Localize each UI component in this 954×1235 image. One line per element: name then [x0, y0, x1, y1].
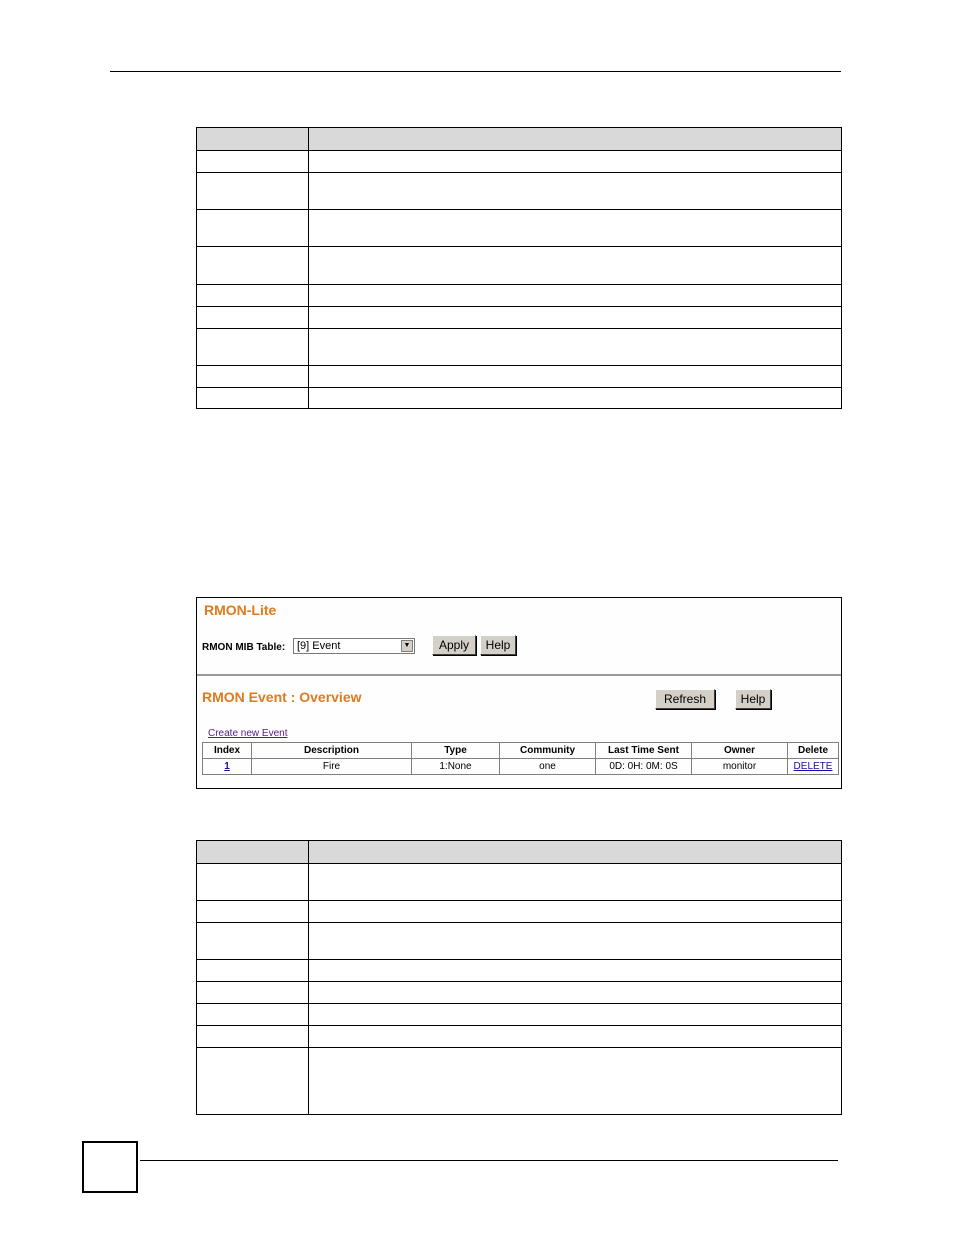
community-cell: one	[500, 759, 596, 775]
table-row	[197, 1004, 842, 1026]
section-divider	[197, 674, 841, 676]
table-row	[197, 901, 842, 923]
column-header: Type	[412, 743, 500, 759]
create-new-event-link[interactable]: Create new Event	[208, 728, 288, 739]
page-number-box	[82, 1141, 138, 1193]
table-row	[197, 210, 842, 247]
overview-title: RMON Event : Overview	[202, 689, 362, 705]
table-row	[197, 366, 842, 388]
table-row	[197, 307, 842, 329]
page-title: RMON-Lite	[204, 602, 277, 618]
field-description-table-1	[196, 127, 842, 409]
table-row	[197, 1048, 842, 1115]
table-header-row	[197, 841, 842, 864]
type-cell: 1:None	[412, 759, 500, 775]
table-row	[197, 388, 842, 409]
index-link[interactable]: 1	[224, 761, 230, 772]
table-row	[197, 923, 842, 960]
owner-cell: monitor	[692, 759, 788, 775]
table-row	[197, 960, 842, 982]
table-row	[197, 982, 842, 1004]
column-header: Description	[252, 743, 412, 759]
header-rule	[110, 71, 841, 72]
column-header: Owner	[692, 743, 788, 759]
delete-link[interactable]: DELETE	[793, 761, 833, 772]
rmon-event-screenshot	[196, 597, 842, 789]
table-row	[197, 285, 842, 307]
help-button[interactable]: Help	[480, 635, 516, 655]
column-header: Community	[500, 743, 596, 759]
mib-table-select[interactable]	[293, 638, 415, 654]
refresh-button[interactable]: Refresh	[655, 689, 715, 709]
table-row	[197, 864, 842, 901]
help-button-2[interactable]: Help	[735, 689, 771, 709]
footer-rule	[140, 1160, 838, 1161]
table-row	[203, 759, 839, 775]
column-header: Index	[203, 743, 252, 759]
chevron-down-icon[interactable]: ▼	[401, 640, 413, 652]
mib-table-label: RMON MIB Table:	[202, 642, 286, 653]
table-row	[197, 329, 842, 366]
table-header-row	[197, 128, 842, 151]
column-header: Delete	[788, 743, 839, 759]
table-row	[197, 151, 842, 173]
event-table	[202, 742, 839, 775]
table-row	[197, 247, 842, 285]
last-time-sent-cell: 0D: 0H: 0M: 0S	[596, 759, 692, 775]
description-cell: Fire	[252, 759, 412, 775]
table-row	[197, 1026, 842, 1048]
event-table-header	[203, 743, 839, 759]
table-row	[197, 173, 842, 210]
field-description-table-2	[196, 840, 842, 1115]
apply-button[interactable]: Apply	[432, 635, 476, 655]
mib-table-value: [9] Event	[297, 640, 341, 652]
column-header: Last Time Sent	[596, 743, 692, 759]
